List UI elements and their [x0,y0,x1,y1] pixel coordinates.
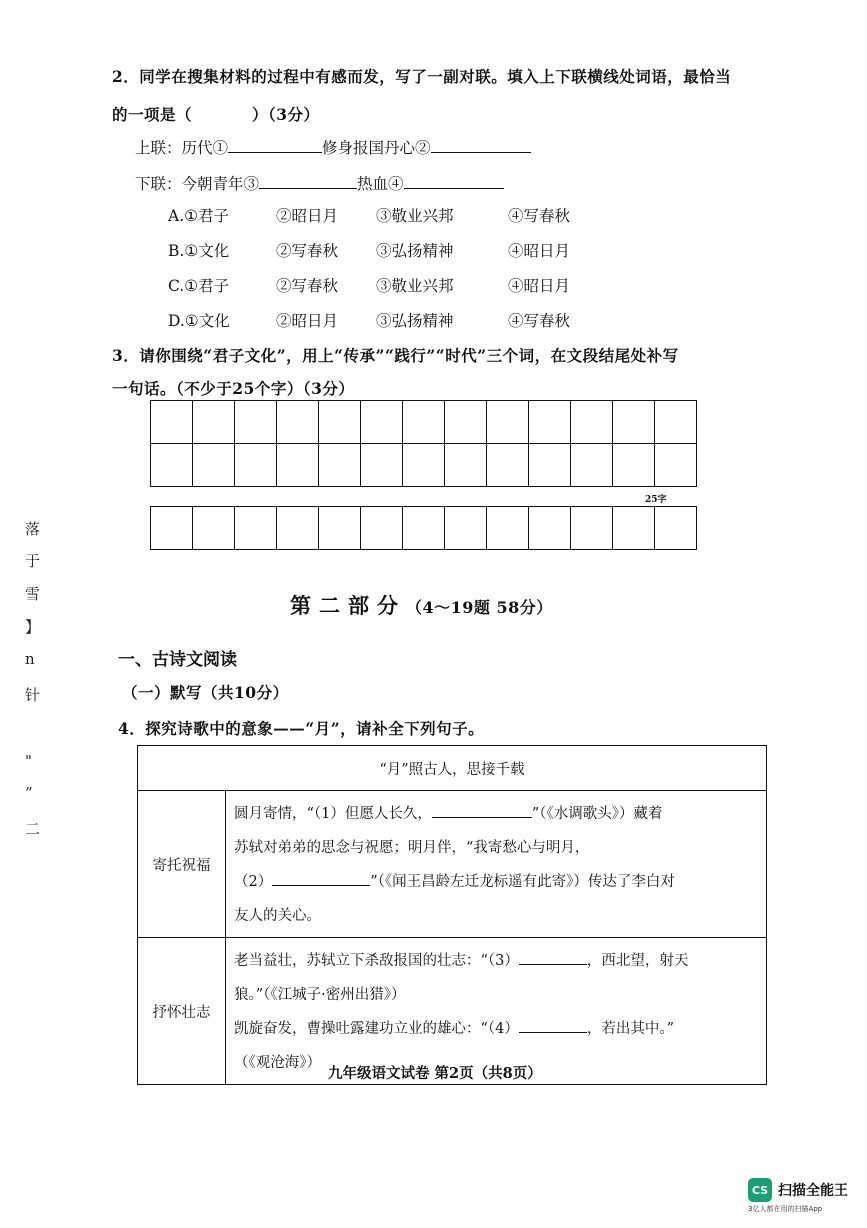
blank-1 [228,138,322,153]
q2-line1: 2．同学在搜集材料的过程中有感而发，写了一副对联。填入上下联横线处词语，最恰当 [112,67,732,86]
row-label-blessing: 寄托祝福 [138,791,226,938]
margin-char: ” [25,784,33,802]
row-blessing-body [226,791,767,938]
q2-line2 [112,103,320,125]
answer-grid-2[interactable] [150,506,697,550]
option-b-1: B.①文化 [168,242,230,260]
margin-char: 于 [25,552,41,570]
row1-c: 苏轼对弟弟的思念与祝愿；明月伴，“我寄愁心与明月， [234,840,590,856]
scanner-app-name: 扫描全能王 [778,1183,848,1199]
row2-f: （《观沧海》） [234,1055,321,1071]
option-b-3: ③弘扬精神 [376,242,454,260]
poem-table [137,745,767,1085]
shanglian [135,136,531,158]
margin-char: n [25,650,35,668]
section-heading: 一、古诗文阅读 [118,650,237,670]
part2-title-text: 第二部分 [290,593,406,618]
poem-table-header: “月”照古人，思接千载 [138,746,767,791]
xialian-b: 热血④ [357,175,404,193]
option-b-4: ④昭日月 [508,242,571,260]
blank-4 [404,174,504,189]
row1-e: ”（《闻王昌龄左迁龙标遥有此寄》）传达了李白对 [370,874,675,890]
margin-char: 二 [25,820,41,838]
row1-d: （2） [234,874,273,890]
option-d-1: D.①文化 [168,312,230,330]
blank-poem-3[interactable] [519,950,587,965]
q3-line1: 3．请你围绕“君子文化”，用上“传承”“践行”“时代”三个词，在文段结尾处补写 [112,346,679,365]
q2-line2-a: 的一项是（ [112,105,193,124]
row1-a: 圆月寄情，“（1）但愿人长久， [234,806,432,822]
scanner-watermark [748,1178,848,1214]
option-a-3: ③敬业兴邦 [376,207,454,225]
row2-a: 老当益壮，苏轼立下杀敌报国的壮志：“（3） [234,953,519,969]
row2-e: ，若出其中。” [586,1021,675,1037]
page-footer: 九年级语文试卷 第2页（共8页） [328,1065,542,1082]
scanner-tagline: 3亿人都在用的扫描App [748,1205,823,1213]
grid-marker: 25字 [645,495,667,505]
row1-b: ”（《水调歌头》）藏着 [531,806,663,822]
q3-line2: 一句话。（不少于25个字）（3分） [112,379,355,398]
part2-subtitle: （4～19题 58分） [406,598,553,617]
part2-title [290,590,553,620]
margin-char: 落 [25,520,41,538]
margin-char: 雪 [25,585,41,603]
margin-char: " [25,752,32,770]
q2-line2-b: ）（3分） [252,105,320,124]
shanglian-b: 修身报国丹心② [322,139,431,157]
row2-d: 凯旋奋发，曹操吐露建功立业的雄心：“（4） [234,1021,519,1037]
margin-char: 针 [25,686,41,704]
row1-f: 友人的关心。 [234,908,321,924]
blank-2 [431,138,531,153]
blank-poem-4[interactable] [519,1018,587,1033]
row2-c: 狼。”（《江城子·密州出猎》） [234,987,406,1003]
xialian [135,172,504,194]
option-d-4: ④写春秋 [508,312,571,330]
xialian-a: 下联：今朝青年③ [135,175,260,193]
row-label-ambition: 抒怀壮志 [138,938,226,1085]
option-b-2: ②写春秋 [276,242,339,260]
scanner-logo-icon: CS [748,1178,772,1202]
option-d-2: ②昭日月 [276,312,339,330]
subsection-heading: （一）默写（共10分） [122,683,289,702]
option-a-1: A.①君子 [168,207,230,225]
blank-poem-2[interactable] [272,871,370,886]
option-c-2: ②写春秋 [276,277,339,295]
row2-b: ，西北望，射天 [586,953,689,969]
blank-3 [259,174,357,189]
answer-grid-1[interactable] [150,400,697,487]
option-a-4: ④写春秋 [508,207,571,225]
option-c-3: ③敬业兴邦 [376,277,454,295]
q4-text: 4．探究诗歌中的意象——“月”，请补全下列句子。 [118,719,485,738]
option-c-1: C.①君子 [168,277,230,295]
option-d-3: ③弘扬精神 [376,312,454,330]
option-a-2: ②昭日月 [276,207,339,225]
shanglian-a: 上联：历代① [135,139,229,157]
blank-poem-1[interactable] [432,803,532,818]
option-c-4: ④昭日月 [508,277,571,295]
margin-char: 】 [25,618,41,636]
